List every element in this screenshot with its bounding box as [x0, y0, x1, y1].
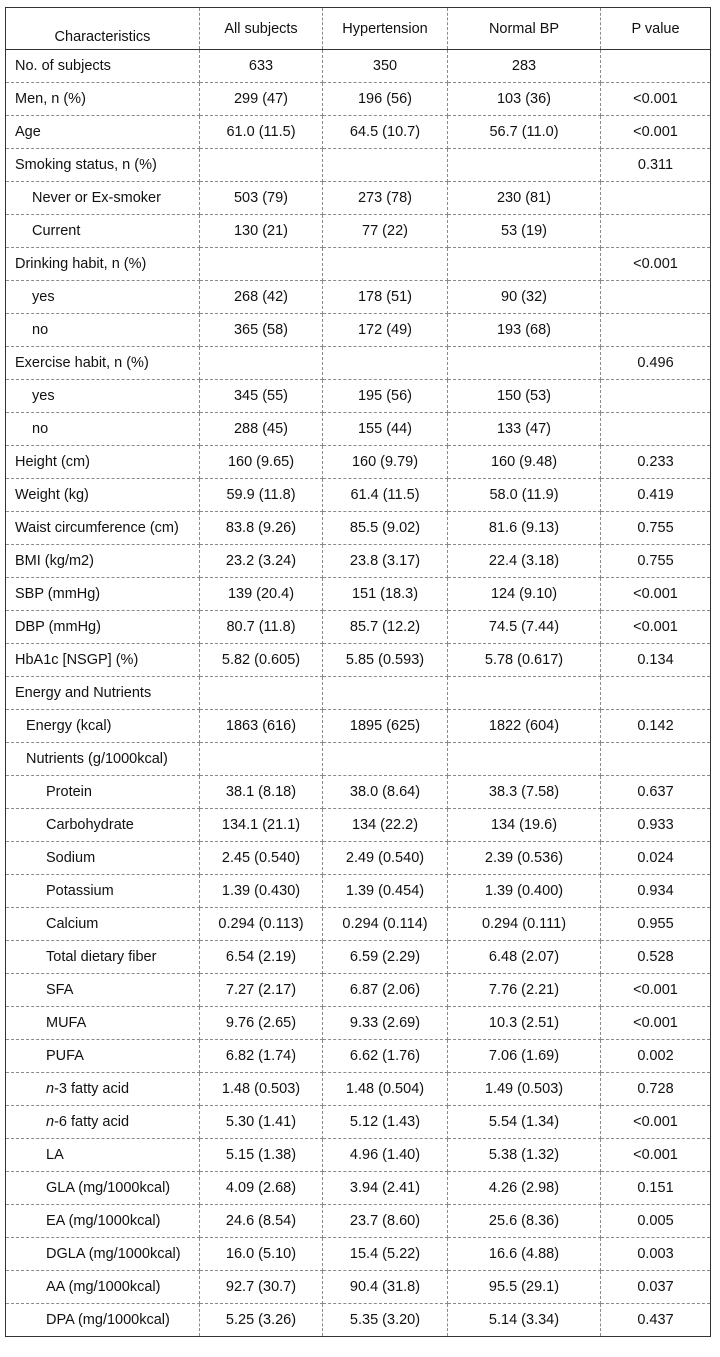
cell-hypertension: 195 (56) — [323, 380, 448, 413]
row-label: Height (cm) — [6, 446, 200, 479]
cell-all-subjects: 83.8 (9.26) — [200, 512, 323, 545]
cell-hypertension: 1.48 (0.504) — [323, 1073, 448, 1106]
row-label: MUFA — [6, 1007, 200, 1040]
cell-normal-bp — [448, 677, 601, 710]
cell-p-value: 0.142 — [601, 710, 711, 743]
cell-hypertension: 2.49 (0.540) — [323, 842, 448, 875]
cell-all-subjects: 1.48 (0.503) — [200, 1073, 323, 1106]
cell-normal-bp: 74.5 (7.44) — [448, 611, 601, 644]
cell-all-subjects: 59.9 (11.8) — [200, 479, 323, 512]
cell-hypertension: 172 (49) — [323, 314, 448, 347]
table-row — [6, 1172, 711, 1205]
cell-p-value: 0.311 — [601, 149, 711, 182]
header-row — [6, 8, 711, 50]
cell-all-subjects — [200, 743, 323, 776]
cell-p-value: <0.001 — [601, 974, 711, 1007]
cell-normal-bp: 103 (36) — [448, 83, 601, 116]
cell-normal-bp: 193 (68) — [448, 314, 601, 347]
cell-all-subjects: 134.1 (21.1) — [200, 809, 323, 842]
cell-hypertension: 196 (56) — [323, 83, 448, 116]
cell-all-subjects: 345 (55) — [200, 380, 323, 413]
cell-hypertension: 85.5 (9.02) — [323, 512, 448, 545]
row-label: AA (mg/1000kcal) — [6, 1271, 200, 1304]
row-label: Age — [6, 116, 200, 149]
row-label: yes — [6, 281, 200, 314]
cell-all-subjects: 5.15 (1.38) — [200, 1139, 323, 1172]
cell-normal-bp: 0.294 (0.111) — [448, 908, 601, 941]
cell-p-value: 0.637 — [601, 776, 711, 809]
cell-hypertension: 9.33 (2.69) — [323, 1007, 448, 1040]
header-characteristics: Characteristics — [6, 8, 200, 50]
row-label: yes — [6, 380, 200, 413]
cell-p-value: <0.001 — [601, 1106, 711, 1139]
cell-hypertension: 77 (22) — [323, 215, 448, 248]
table-row — [6, 83, 711, 116]
cell-all-subjects: 2.45 (0.540) — [200, 842, 323, 875]
table-row — [6, 347, 711, 380]
table-row — [6, 479, 711, 512]
cell-all-subjects: 288 (45) — [200, 413, 323, 446]
row-label: SFA — [6, 974, 200, 1007]
cell-p-value: <0.001 — [601, 611, 711, 644]
row-label: Sodium — [6, 842, 200, 875]
cell-normal-bp: 134 (19.6) — [448, 809, 601, 842]
cell-all-subjects: 16.0 (5.10) — [200, 1238, 323, 1271]
table-row — [6, 215, 711, 248]
cell-p-value — [601, 380, 711, 413]
cell-hypertension: 64.5 (10.7) — [323, 116, 448, 149]
row-label: Energy (kcal) — [6, 710, 200, 743]
cell-all-subjects: 6.54 (2.19) — [200, 941, 323, 974]
cell-p-value: 0.496 — [601, 347, 711, 380]
cell-all-subjects: 130 (21) — [200, 215, 323, 248]
cell-all-subjects: 503 (79) — [200, 182, 323, 215]
table-row — [6, 281, 711, 314]
cell-p-value: 0.755 — [601, 545, 711, 578]
row-label: Never or Ex-smoker — [6, 182, 200, 215]
cell-hypertension: 6.59 (2.29) — [323, 941, 448, 974]
cell-all-subjects: 633 — [200, 50, 323, 83]
row-label: Smoking status, n (%) — [6, 149, 200, 182]
table-row — [6, 578, 711, 611]
row-label: Current — [6, 215, 200, 248]
row-label: Calcium — [6, 908, 200, 941]
cell-hypertension: 23.7 (8.60) — [323, 1205, 448, 1238]
cell-p-value: 0.728 — [601, 1073, 711, 1106]
table-row — [6, 1238, 711, 1271]
table-row — [6, 50, 711, 83]
row-label-rest: -3 fatty acid — [54, 1081, 130, 1097]
cell-normal-bp — [448, 347, 601, 380]
table-row — [6, 908, 711, 941]
cell-hypertension: 90.4 (31.8) — [323, 1271, 448, 1304]
cell-p-value: 0.755 — [601, 512, 711, 545]
cell-all-subjects: 38.1 (8.18) — [200, 776, 323, 809]
cell-hypertension: 85.7 (12.2) — [323, 611, 448, 644]
cell-hypertension: 178 (51) — [323, 281, 448, 314]
cell-p-value — [601, 215, 711, 248]
cell-hypertension — [323, 248, 448, 281]
cell-normal-bp: 1.49 (0.503) — [448, 1073, 601, 1106]
cell-normal-bp: 5.78 (0.617) — [448, 644, 601, 677]
cell-all-subjects: 160 (9.65) — [200, 446, 323, 479]
table-row — [6, 1205, 711, 1238]
row-label: Weight (kg) — [6, 479, 200, 512]
cell-all-subjects: 1863 (616) — [200, 710, 323, 743]
row-label: EA (mg/1000kcal) — [6, 1205, 200, 1238]
cell-normal-bp: 16.6 (4.88) — [448, 1238, 601, 1271]
cell-hypertension — [323, 677, 448, 710]
table-row — [6, 644, 711, 677]
row-label: Waist circumference (cm) — [6, 512, 200, 545]
table-row — [6, 149, 711, 182]
cell-all-subjects: 365 (58) — [200, 314, 323, 347]
row-label: Potassium — [6, 875, 200, 908]
cell-p-value — [601, 50, 711, 83]
cell-all-subjects: 4.09 (2.68) — [200, 1172, 323, 1205]
cell-hypertension: 1895 (625) — [323, 710, 448, 743]
cell-p-value: <0.001 — [601, 1007, 711, 1040]
table-row — [6, 941, 711, 974]
cell-all-subjects: 80.7 (11.8) — [200, 611, 323, 644]
row-label-italic: n — [46, 1081, 55, 1097]
row-label: Nutrients (g/1000kcal) — [6, 743, 200, 776]
cell-p-value: 0.151 — [601, 1172, 711, 1205]
cell-normal-bp — [448, 743, 601, 776]
cell-all-subjects: 23.2 (3.24) — [200, 545, 323, 578]
cell-hypertension: 23.8 (3.17) — [323, 545, 448, 578]
row-label: PUFA — [6, 1040, 200, 1073]
row-label-rest: -6 fatty acid — [54, 1114, 130, 1130]
cell-p-value: 0.024 — [601, 842, 711, 875]
cell-hypertension: 4.96 (1.40) — [323, 1139, 448, 1172]
cell-all-subjects: 1.39 (0.430) — [200, 875, 323, 908]
cell-all-subjects: 9.76 (2.65) — [200, 1007, 323, 1040]
table-row — [6, 380, 711, 413]
table-row — [6, 1073, 711, 1106]
cell-normal-bp: 81.6 (9.13) — [448, 512, 601, 545]
cell-normal-bp: 1822 (604) — [448, 710, 601, 743]
cell-hypertension: 151 (18.3) — [323, 578, 448, 611]
cell-normal-bp: 230 (81) — [448, 182, 601, 215]
cell-normal-bp: 124 (9.10) — [448, 578, 601, 611]
cell-p-value: <0.001 — [601, 1139, 711, 1172]
table-row — [6, 545, 711, 578]
cell-hypertension: 3.94 (2.41) — [323, 1172, 448, 1205]
table-row — [6, 314, 711, 347]
cell-all-subjects: 6.82 (1.74) — [200, 1040, 323, 1073]
table-row — [6, 446, 711, 479]
cell-normal-bp: 10.3 (2.51) — [448, 1007, 601, 1040]
cell-hypertension: 15.4 (5.22) — [323, 1238, 448, 1271]
row-label: no — [6, 314, 200, 347]
table-row — [6, 1106, 711, 1139]
row-label: Carbohydrate — [6, 809, 200, 842]
cell-all-subjects: 299 (47) — [200, 83, 323, 116]
table-row — [6, 1271, 711, 1304]
cell-normal-bp: 1.39 (0.400) — [448, 875, 601, 908]
cell-all-subjects: 268 (42) — [200, 281, 323, 314]
row-label: No. of subjects — [6, 50, 200, 83]
cell-normal-bp: 25.6 (8.36) — [448, 1205, 601, 1238]
table-row — [6, 677, 711, 710]
row-label: HbA1c [NSGP] (%) — [6, 644, 200, 677]
cell-p-value — [601, 314, 711, 347]
cell-all-subjects — [200, 677, 323, 710]
cell-hypertension: 38.0 (8.64) — [323, 776, 448, 809]
cell-p-value: 0.419 — [601, 479, 711, 512]
row-label — [6, 1106, 200, 1139]
cell-all-subjects: 5.82 (0.605) — [200, 644, 323, 677]
header-p-value: P value — [601, 8, 711, 50]
cell-p-value: 0.134 — [601, 644, 711, 677]
cell-normal-bp: 7.06 (1.69) — [448, 1040, 601, 1073]
cell-p-value — [601, 743, 711, 776]
table-row — [6, 1007, 711, 1040]
cell-all-subjects: 139 (20.4) — [200, 578, 323, 611]
cell-hypertension: 134 (22.2) — [323, 809, 448, 842]
cell-hypertension: 5.85 (0.593) — [323, 644, 448, 677]
cell-hypertension — [323, 347, 448, 380]
cell-p-value: <0.001 — [601, 116, 711, 149]
cell-all-subjects: 92.7 (30.7) — [200, 1271, 323, 1304]
cell-normal-bp: 150 (53) — [448, 380, 601, 413]
cell-p-value — [601, 281, 711, 314]
cell-hypertension: 155 (44) — [323, 413, 448, 446]
cell-p-value: <0.001 — [601, 248, 711, 281]
cell-hypertension: 6.87 (2.06) — [323, 974, 448, 1007]
cell-p-value: 0.437 — [601, 1304, 711, 1337]
row-label: GLA (mg/1000kcal) — [6, 1172, 200, 1205]
cell-normal-bp: 95.5 (29.1) — [448, 1271, 601, 1304]
cell-p-value: 0.528 — [601, 941, 711, 974]
cell-all-subjects: 7.27 (2.17) — [200, 974, 323, 1007]
cell-p-value: 0.003 — [601, 1238, 711, 1271]
table-row — [6, 182, 711, 215]
row-label: Protein — [6, 776, 200, 809]
cell-normal-bp: 90 (32) — [448, 281, 601, 314]
cell-all-subjects: 5.25 (3.26) — [200, 1304, 323, 1337]
table-header — [6, 8, 711, 50]
row-label: DPA (mg/1000kcal) — [6, 1304, 200, 1337]
cell-p-value — [601, 677, 711, 710]
row-label: BMI (kg/m2) — [6, 545, 200, 578]
table-row — [6, 512, 711, 545]
cell-normal-bp: 133 (47) — [448, 413, 601, 446]
cell-hypertension: 5.12 (1.43) — [323, 1106, 448, 1139]
table-row — [6, 974, 711, 1007]
cell-normal-bp — [448, 248, 601, 281]
cell-normal-bp: 38.3 (7.58) — [448, 776, 601, 809]
table-row — [6, 248, 711, 281]
table-row — [6, 611, 711, 644]
cell-p-value: <0.001 — [601, 83, 711, 116]
cell-hypertension — [323, 149, 448, 182]
row-label — [6, 1073, 200, 1106]
cell-p-value: 0.233 — [601, 446, 711, 479]
cell-hypertension: 61.4 (11.5) — [323, 479, 448, 512]
cell-p-value — [601, 182, 711, 215]
cell-all-subjects — [200, 149, 323, 182]
table-row — [6, 1304, 711, 1337]
row-label: no — [6, 413, 200, 446]
row-label: Men, n (%) — [6, 83, 200, 116]
characteristics-table-container — [5, 7, 711, 1337]
cell-hypertension: 0.294 (0.114) — [323, 908, 448, 941]
cell-normal-bp: 53 (19) — [448, 215, 601, 248]
cell-all-subjects: 0.294 (0.113) — [200, 908, 323, 941]
table-row — [6, 710, 711, 743]
table-row — [6, 413, 711, 446]
cell-normal-bp: 7.76 (2.21) — [448, 974, 601, 1007]
cell-normal-bp: 283 — [448, 50, 601, 83]
cell-p-value: <0.001 — [601, 578, 711, 611]
cell-hypertension: 273 (78) — [323, 182, 448, 215]
table-row — [6, 743, 711, 776]
cell-normal-bp: 2.39 (0.536) — [448, 842, 601, 875]
cell-hypertension: 160 (9.79) — [323, 446, 448, 479]
row-label: Total dietary fiber — [6, 941, 200, 974]
cell-normal-bp: 6.48 (2.07) — [448, 941, 601, 974]
table-row — [6, 116, 711, 149]
row-label: Drinking habit, n (%) — [6, 248, 200, 281]
row-label-italic: n — [46, 1114, 55, 1130]
cell-hypertension — [323, 743, 448, 776]
cell-all-subjects — [200, 347, 323, 380]
table-row — [6, 776, 711, 809]
row-label: LA — [6, 1139, 200, 1172]
cell-p-value: 0.002 — [601, 1040, 711, 1073]
cell-all-subjects: 5.30 (1.41) — [200, 1106, 323, 1139]
table-row — [6, 1040, 711, 1073]
cell-normal-bp: 5.38 (1.32) — [448, 1139, 601, 1172]
cell-all-subjects: 61.0 (11.5) — [200, 116, 323, 149]
cell-all-subjects: 24.6 (8.54) — [200, 1205, 323, 1238]
cell-p-value: 0.934 — [601, 875, 711, 908]
row-label: DGLA (mg/1000kcal) — [6, 1238, 200, 1271]
cell-normal-bp: 58.0 (11.9) — [448, 479, 601, 512]
cell-normal-bp: 56.7 (11.0) — [448, 116, 601, 149]
row-label: Exercise habit, n (%) — [6, 347, 200, 380]
header-hypertension: Hypertension — [323, 8, 448, 50]
cell-p-value: 0.005 — [601, 1205, 711, 1238]
row-label: Energy and Nutrients — [6, 677, 200, 710]
row-label: DBP (mmHg) — [6, 611, 200, 644]
cell-normal-bp: 160 (9.48) — [448, 446, 601, 479]
cell-p-value: 0.037 — [601, 1271, 711, 1304]
cell-p-value: 0.933 — [601, 809, 711, 842]
cell-hypertension: 350 — [323, 50, 448, 83]
cell-normal-bp: 5.54 (1.34) — [448, 1106, 601, 1139]
cell-normal-bp: 5.14 (3.34) — [448, 1304, 601, 1337]
cell-hypertension: 5.35 (3.20) — [323, 1304, 448, 1337]
cell-normal-bp: 4.26 (2.98) — [448, 1172, 601, 1205]
cell-normal-bp — [448, 149, 601, 182]
cell-hypertension: 6.62 (1.76) — [323, 1040, 448, 1073]
table-body — [6, 50, 711, 1337]
characteristics-table — [5, 7, 711, 1337]
cell-hypertension: 1.39 (0.454) — [323, 875, 448, 908]
row-label: SBP (mmHg) — [6, 578, 200, 611]
table-row — [6, 842, 711, 875]
cell-normal-bp: 22.4 (3.18) — [448, 545, 601, 578]
table-row — [6, 1139, 711, 1172]
table-row — [6, 875, 711, 908]
cell-all-subjects — [200, 248, 323, 281]
table-row — [6, 809, 711, 842]
cell-p-value: 0.955 — [601, 908, 711, 941]
cell-p-value — [601, 413, 711, 446]
header-all-subjects: All subjects — [200, 8, 323, 50]
header-normal-bp: Normal BP — [448, 8, 601, 50]
